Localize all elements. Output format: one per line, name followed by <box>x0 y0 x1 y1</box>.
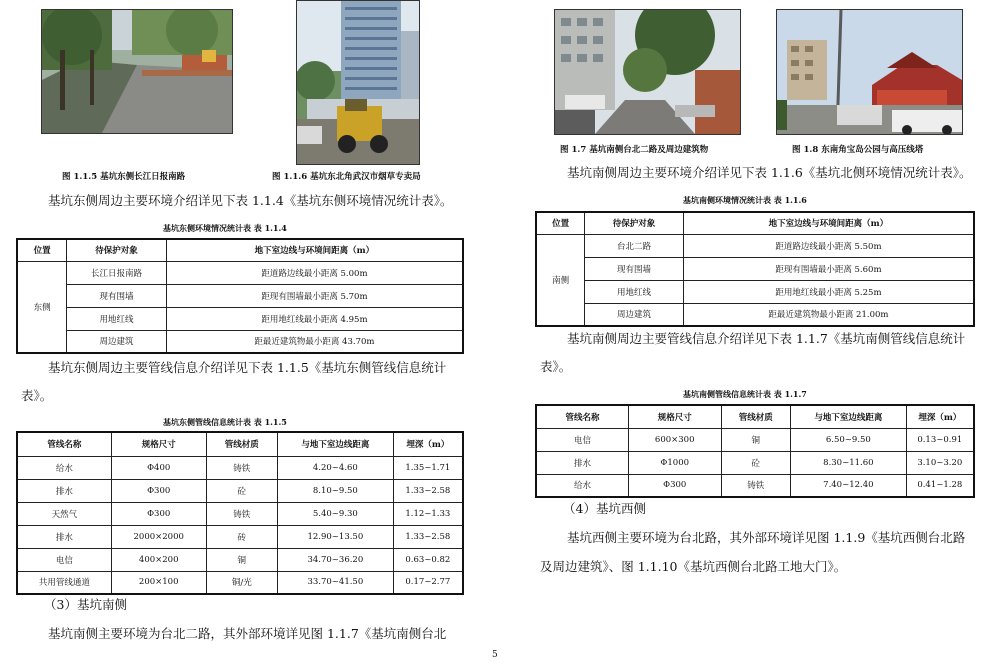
figure-northeast-building-photo <box>296 0 420 165</box>
header-distance: 地下室边线与环境间距离（m） <box>166 239 463 261</box>
table-cell: 砖 <box>206 525 278 548</box>
table-cell: 铜/光 <box>206 571 278 594</box>
table-cell: 8.30~11.60 <box>791 451 907 474</box>
table-cell: 电信 <box>17 548 111 571</box>
table-cell: 排水 <box>536 451 628 474</box>
table-cell: 距用地红线最小距离 4.95m <box>166 307 463 330</box>
table-row <box>17 548 463 571</box>
table-cell: 铜 <box>721 428 791 451</box>
table-cell: 4.20~4.60 <box>278 456 394 479</box>
header-protected-object: 待保护对象 <box>585 212 684 234</box>
table-cell: 给水 <box>17 456 111 479</box>
table-row <box>17 307 463 330</box>
table-cell: 现有围墙 <box>67 284 167 307</box>
left-paragraph-2-line1: 基坑东侧周边主要管线信息介绍详见下表 1.1.5《基坑东侧管线信息统计 <box>48 360 447 375</box>
northeast-building-photo-image <box>297 1 419 164</box>
figure-caption-1-1-5: 图 1.1.5 基坑东侧长江日报南路 <box>62 172 186 182</box>
table-row <box>536 451 974 474</box>
page-number: 5 <box>492 650 498 660</box>
table-cell: 8.10~9.50 <box>278 479 394 502</box>
right-paragraph-2-line1: 基坑南侧周边主要管线信息介绍详见下表 1.1.7《基坑南侧管线信息统计 <box>567 331 966 346</box>
table-cell: 0.17~2.77 <box>393 571 463 594</box>
table-row <box>17 284 463 307</box>
right-table2-title: 基坑南侧管线信息统计表 表 1.1.7 <box>683 389 807 399</box>
table-cell: 距道路边线最小距离 5.50m <box>683 234 974 257</box>
table-cell: 排水 <box>17 479 111 502</box>
table-cell: 距最近建筑物最小距离 43.70m <box>166 330 463 353</box>
right-paragraph-2-line2: 表》。 <box>540 359 572 374</box>
section-heading-south: （3）基坑南侧 <box>44 597 127 612</box>
table-cell: 距用地红线最小距离 5.25m <box>683 280 974 303</box>
right-paragraph-3-line1: 基坑西侧主要环境为台北路，其外部环境详见图 1.1.9《基坑西侧台北路 <box>567 530 966 545</box>
header-distance: 地下室边线与环境间距离（m） <box>683 212 974 234</box>
table-cell: 0.13~0.91 <box>906 428 974 451</box>
table-row <box>536 280 974 303</box>
table-cell: 200×100 <box>111 571 206 594</box>
table-cell: 33.70~41.50 <box>278 571 394 594</box>
location-cell: 南侧 <box>536 234 585 326</box>
table-row <box>536 257 974 280</box>
table-cell: 砼 <box>721 451 791 474</box>
header-spec: 规格尺寸 <box>628 405 721 428</box>
header-spec: 规格尺寸 <box>111 432 206 456</box>
figure-east-road-photo <box>41 9 233 134</box>
east-environment-table <box>16 238 464 354</box>
header-protected-object: 待保护对象 <box>67 239 167 261</box>
table-cell: 共用管线通道 <box>17 571 111 594</box>
table-cell: Φ300 <box>628 474 721 497</box>
table-cell: Φ300 <box>111 502 206 525</box>
table-cell: 现有围墙 <box>585 257 684 280</box>
east-pipeline-table <box>16 431 464 595</box>
table-cell: 400×200 <box>111 548 206 571</box>
table-cell: 12.90~13.50 <box>278 525 394 548</box>
table-cell: 6.50~9.50 <box>791 428 907 451</box>
table-cell: 1.12~1.33 <box>393 502 463 525</box>
left-paragraph-2-line2: 表》。 <box>21 388 53 403</box>
southeast-park-photo-image <box>777 10 962 134</box>
header-distance: 与地下室边线距离 <box>791 405 907 428</box>
table-row <box>536 303 974 326</box>
table-cell: 砼 <box>206 479 278 502</box>
table-cell: 周边建筑 <box>67 330 167 353</box>
table-cell: 长江日报南路 <box>67 261 167 284</box>
header-pipe-name: 管线名称 <box>536 405 628 428</box>
table-cell: 34.70~36.20 <box>278 548 394 571</box>
table-row <box>17 502 463 525</box>
section-heading-west: （4）基坑西侧 <box>563 501 646 516</box>
left-table1-title: 基坑东侧环境情况统计表 表 1.1.4 <box>163 223 287 233</box>
table-row <box>536 474 974 497</box>
header-location: 位置 <box>17 239 67 261</box>
table-cell: 排水 <box>17 525 111 548</box>
table-cell: 用地红线 <box>585 280 684 303</box>
table-row <box>17 330 463 353</box>
right-paragraph-1: 基坑南侧周边主要环境介绍详见下表 1.1.6《基坑北侧环境情况统计表》。 <box>567 165 972 180</box>
table-header-row <box>536 212 974 234</box>
table-cell: Φ400 <box>111 456 206 479</box>
header-material: 管线材质 <box>206 432 278 456</box>
table-cell: 距最近建筑物最小距离 21.00m <box>683 303 974 326</box>
table-cell: 铸铁 <box>206 456 278 479</box>
table-cell: 1.35~1.71 <box>393 456 463 479</box>
table-cell: Φ1000 <box>628 451 721 474</box>
east-road-photo-image <box>42 10 232 133</box>
header-depth: 埋深（m） <box>906 405 974 428</box>
header-location: 位置 <box>536 212 585 234</box>
table-cell: 600×300 <box>628 428 721 451</box>
header-distance: 与地下室边线距离 <box>278 432 394 456</box>
table-row <box>17 525 463 548</box>
table-row <box>17 571 463 594</box>
table-cell: 用地红线 <box>67 307 167 330</box>
table-cell: 铸铁 <box>721 474 791 497</box>
table-row <box>17 479 463 502</box>
table-cell: 天然气 <box>17 502 111 525</box>
table-cell: 0.41~1.28 <box>906 474 974 497</box>
figure-caption-1-1-6: 图 1.1.6 基坑东北角武汉市烟草专卖局 <box>272 172 421 182</box>
table-row <box>17 456 463 479</box>
table-row <box>536 234 974 257</box>
table-row <box>536 428 974 451</box>
header-material: 管线材质 <box>721 405 791 428</box>
figure-south-road-photo <box>554 9 741 135</box>
table-cell: 电信 <box>536 428 628 451</box>
table-cell: 周边建筑 <box>585 303 684 326</box>
table-cell: 距现有围墙最小距离 5.70m <box>166 284 463 307</box>
south-pipeline-table <box>535 404 975 498</box>
left-table2-title: 基坑东侧管线信息统计表 表 1.1.5 <box>163 417 287 427</box>
table-cell: 1.33~2.58 <box>393 525 463 548</box>
figure-southeast-park-photo <box>776 9 963 135</box>
table-header-row <box>17 239 463 261</box>
table-cell: 台北二路 <box>585 234 684 257</box>
table-cell: 0.63~0.82 <box>393 548 463 571</box>
header-depth: 埋深（m） <box>393 432 463 456</box>
right-table1-title: 基坑南侧环境情况统计表 表 1.1.6 <box>683 195 807 205</box>
table-cell: 3.10~3.20 <box>906 451 974 474</box>
header-pipe-name: 管线名称 <box>17 432 111 456</box>
table-cell: 5.40~9.30 <box>278 502 394 525</box>
south-road-photo-image <box>555 10 740 134</box>
table-cell: 7.40~12.40 <box>791 474 907 497</box>
table-header-row <box>17 432 463 456</box>
table-cell: 距现有围墙最小距离 5.60m <box>683 257 974 280</box>
south-environment-table <box>535 211 975 327</box>
table-cell: 铜 <box>206 548 278 571</box>
table-cell: 1.33~2.58 <box>393 479 463 502</box>
table-cell: 距道路边线最小距离 5.00m <box>166 261 463 284</box>
table-cell: 给水 <box>536 474 628 497</box>
table-header-row <box>536 405 974 428</box>
figure-caption-1-7: 图 1.7 基坑南侧台北二路及周边建筑物 <box>560 145 709 155</box>
table-cell: 铸铁 <box>206 502 278 525</box>
table-cell: 2000×2000 <box>111 525 206 548</box>
right-paragraph-3-line2: 及周边建筑》、图 1.1.10《基坑西侧台北路工地大门》。 <box>540 559 847 574</box>
location-cell: 东侧 <box>17 261 67 353</box>
left-paragraph-1: 基坑东侧周边主要环境介绍详见下表 1.1.4《基坑东侧环境情况统计表》。 <box>48 193 453 208</box>
table-row <box>17 261 463 284</box>
figure-caption-1-8: 图 1.8 东南角宝岛公园与高压线塔 <box>792 145 924 155</box>
left-paragraph-3: 基坑南侧主要环境为台北二路，其外部环境详见图 1.1.7《基坑南侧台北 <box>48 626 447 641</box>
table-cell: Φ300 <box>111 479 206 502</box>
